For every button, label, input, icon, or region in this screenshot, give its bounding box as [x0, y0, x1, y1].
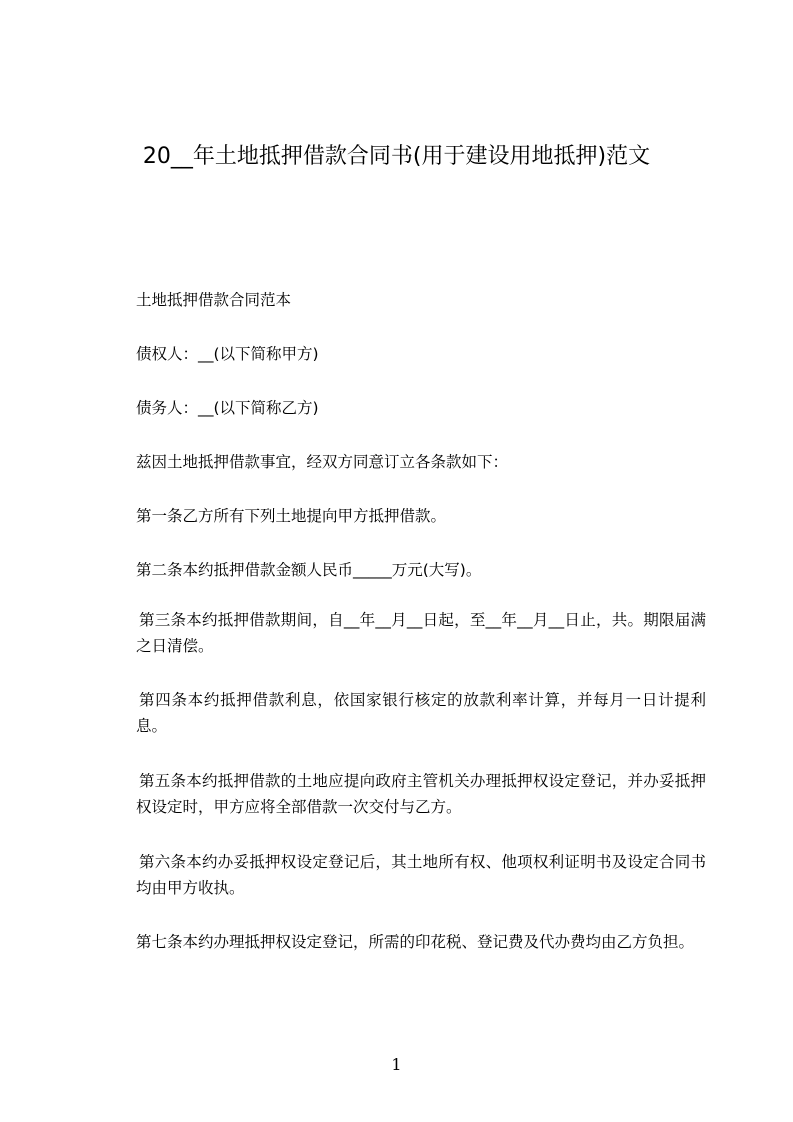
paragraph-article-3: 第三条本约抵押借款期间，自__年__月__日起，至__年__月__日止，共。期限届满之日清偿。 [136, 611, 706, 655]
paragraph-debtor: 债务人：__(以下简称乙方) [136, 399, 319, 417]
paragraph-preamble: 兹因土地抵押借款事宜，经双方同意订立各条款如下： [136, 453, 509, 471]
paragraph-article-2: 第二条本约抵押借款金额人民币_____万元(大写)。 [136, 561, 482, 579]
paragraph-article-6: 第六条本约办妥抵押权设定登记后，其土地所有权、他项权利证明书及设定合同书均由甲方收执。 [136, 853, 706, 897]
paragraph-contract-template: 土地抵押借款合同范本 [136, 291, 292, 309]
paragraph-article-5: 第五条本约抵押借款的土地应提向政府主管机关办理抵押权设定登记，并办妥抵押权设定时，甲方应将全部借款一次交付与乙方。 [136, 772, 706, 816]
paragraph-article-1: 第一条乙方所有下列土地提向甲方抵押借款。 [136, 507, 447, 525]
page-number: 1 [391, 1055, 402, 1074]
paragraph-article-7: 第七条本约办理抵押权设定登记，所需的印花税、登记费及代办费均由乙方负担。 [136, 933, 695, 951]
document-title: 20__年土地抵押借款合同书(用于建设用地抵押)范文 [142, 144, 651, 169]
paragraph-creditor: 债权人：__(以下简称甲方) [136, 345, 319, 363]
paragraph-article-4: 第四条本约抵押借款利息，依国家银行核定的放款利率计算，并每月一日计提利息。 [136, 691, 706, 735]
